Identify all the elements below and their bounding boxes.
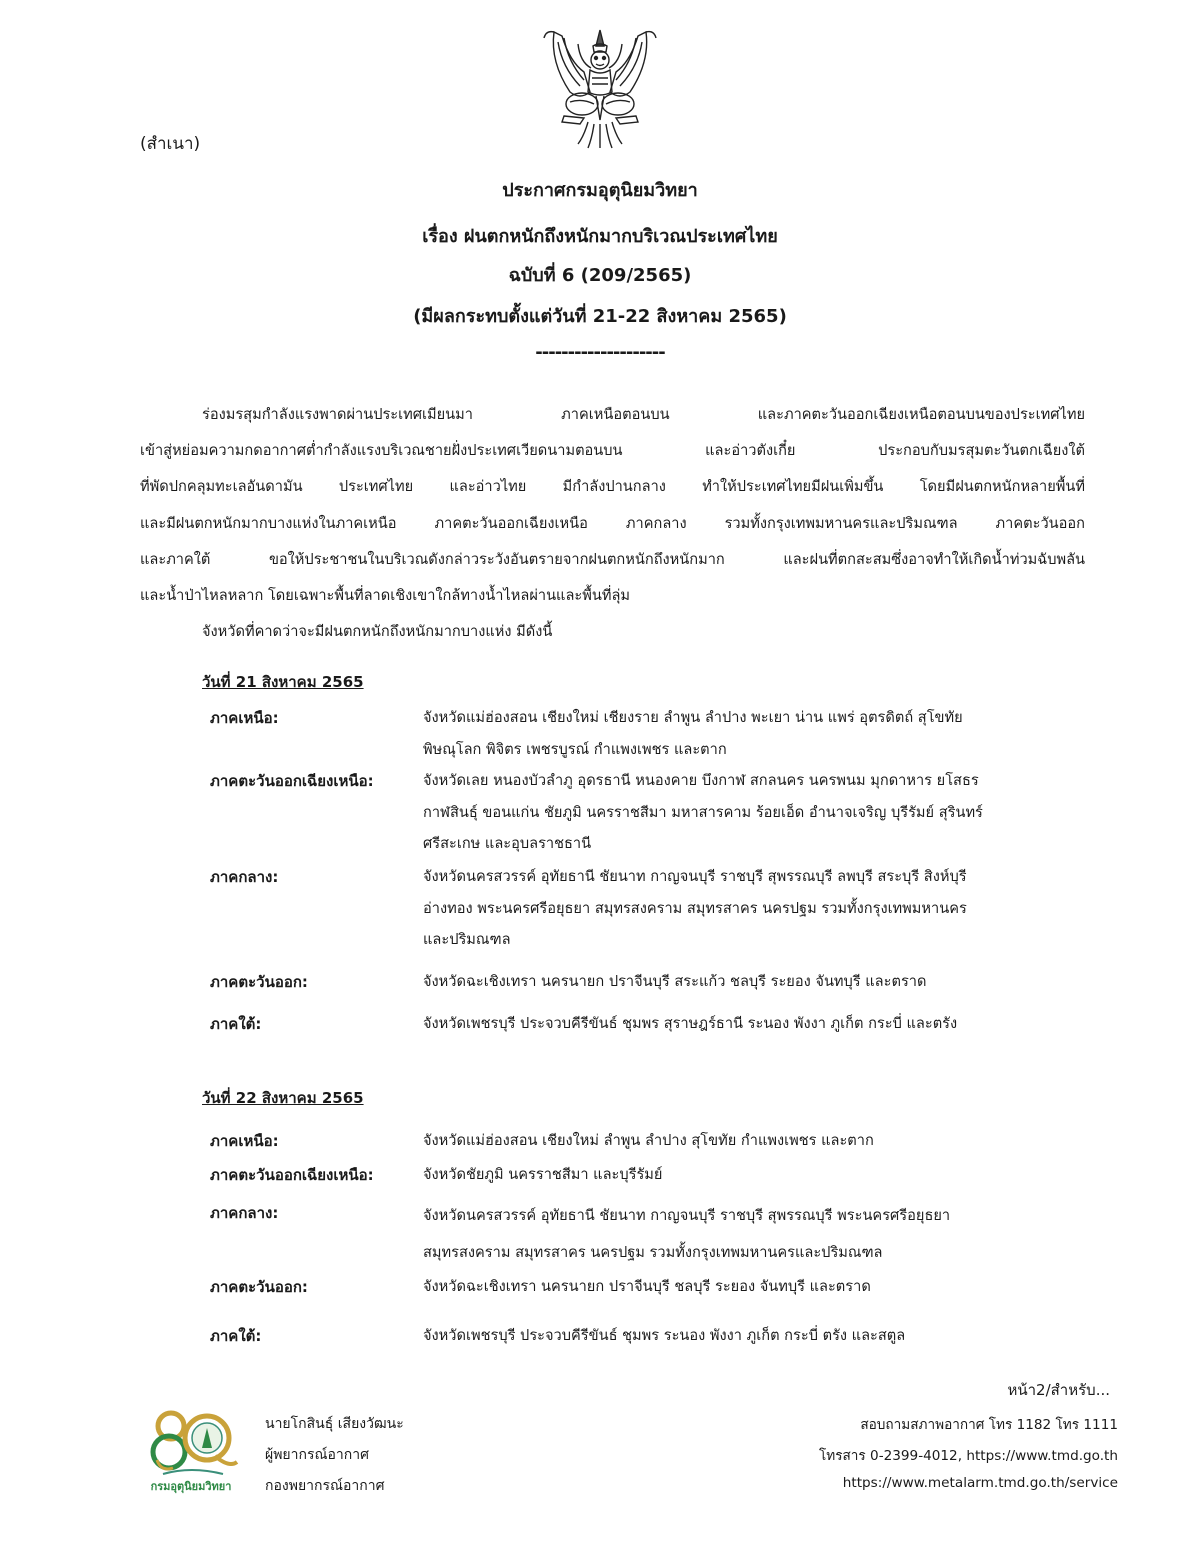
paragraph-line: และมีฝนตกหนักมากบางแห่งในภาคเหนือ ภาคตะวันออกเฉียงเหนือ ภาคกลาง รวมทั้งกรุงเทพมหานครและปริมณฑล ภาคตะวันออก [140,514,1085,532]
paragraph-line: และภาคใต้ ขอให้ประชาชนในบริเวณดังกล่าวระวังอันตรายจากฝนตกหนักถึงหนักมาก และฝนที่ตกสะสมซึ่งอาจทำให้เกิดน้ำท่วมฉับพลัน [140,550,1085,568]
provinces-intro: จังหวัดที่คาดว่าจะมีฝนตกหนักถึงหนักมากบางแห่ง มีดังนี้ [202,623,553,640]
region-label: ภาคตะวันออกเฉียงเหนือ: [210,772,374,790]
province-line: จังหวัดนครสวรรค์ อุทัยธานี ชัยนาท กาญจนบุรี ราชบุรี สุพรรณบุรี ลพบุรี สระบุรี สิงห์บุรี [423,868,967,885]
province-line: สมุทรสงคราม สมุทรสาคร นครปฐม รวมทั้งกรุงเทพมหานครและปริมณฑล [423,1244,883,1261]
date-heading: วันที่ 22 สิงหาคม 2565 [202,1089,364,1107]
region-provinces [423,1159,1083,1191]
contact-service-link[interactable]: https://www.metalarm.tmd.go.th/service [842,1475,1118,1491]
province-line: และปริมณฑล [423,931,511,948]
province-line: จังหวัดเลย หนองบัวลำภู อุดรธานี หนองคาย บึงกาฬ สกลนคร นครพนม มุกดาหาร ยโสธร [423,772,979,789]
region-provinces [423,702,1083,765]
issue-number: ฉบับที่ 6 (209/2565) [508,265,692,286]
province-line: จังหวัดชัยภูมิ นครราชสีมา และบุรีรัมย์ [423,1166,663,1183]
region-provinces [423,861,1083,956]
paragraph-line: ร่องมรสุมกำลังแรงพาดผ่านประเทศเมียนมา ภาคเหนือตอนบน และภาคตะวันออกเฉียงเหนือตอนบนของประเทศไทย [202,406,1085,423]
region-label: ภาคใต้: [210,1327,262,1345]
region-label: ภาคตะวันออก: [210,1278,308,1296]
region-provinces [423,1320,1083,1352]
signatory-division: กองพยากรณ์อากาศ [265,1478,385,1494]
region-label: ภาคตะวันออก: [210,973,308,991]
date-heading: วันที่ 21 สิงหาคม 2565 [202,673,364,691]
body-paragraph [140,397,1085,614]
province-line: จังหวัดฉะเชิงเทรา นครนายก ปราจีนบุรี ชลบุรี ระยอง จันทบุรี และตราด [423,1278,871,1295]
province-line: จังหวัดเพชรบุรี ประจวบคีรีขันธ์ ชุมพร สุราษฎร์ธานี ระนอง พังงา ภูเก็ต กระบี่ และตรัง [423,1015,958,1032]
document-title: ประกาศกรมอุตุนิยมวิทยา [502,180,698,201]
province-line: อ่างทอง พระนครศรีอยุธยา สมุทรสงคราม สมุทรสาคร นครปฐม รวมทั้งกรุงเทพมหานคร [423,899,967,917]
logo-org-name: กรมอุตุนิยมวิทยา [150,1480,232,1493]
region-provinces [423,765,1083,860]
document-subject: เรื่อง ฝนตกหนักถึงหนักมากบริเวณประเทศไทย [422,226,778,247]
province-line: จังหวัดแม่ฮ่องสอน เชียงใหม่ ลำพูน ลำปาง สุโขทัย กำแพงเพชร และตาก [423,1132,874,1149]
province-line: จังหวัดนครสวรรค์ อุทัยธานี ชัยนาท กาญจนบุรี ราชบุรี สุพรรณบุรี พระนครศรีอยุธยา [423,1207,951,1224]
region-label: ภาคเหนือ: [210,709,279,727]
region-label: ภาคใต้: [210,1015,262,1033]
region-provinces [423,1197,1083,1271]
signatory-name: นายโกสินธุ์ เสียงวัฒนะ [265,1416,404,1432]
contact-fax-website[interactable]: โทรสาร 0-2399-4012, https://www.tmd.go.th [818,1448,1118,1464]
region-provinces [423,1008,1083,1040]
signatory-position: ผู้พยากรณ์อากาศ [265,1447,369,1463]
garuda-icon [540,22,660,150]
region-label: ภาคตะวันออกเฉียงเหนือ: [210,1166,374,1184]
province-line: จังหวัดแม่ฮ่องสอน เชียงใหม่ เชียงราย ลำพูน ลำปาง พะเยา น่าน แพร่ อุตรดิตถ์ สุโขทัย [423,709,963,726]
title-separator: -------------------- [535,342,665,363]
region-label: ภาคกลาง: [210,1204,279,1222]
province-line: ศรีสะเกษ และอุบลราชธานี [423,835,592,852]
copy-label: (สำเนา) [140,134,201,154]
garuda-emblem [540,22,660,150]
region-provinces [423,1271,1083,1303]
region-provinces [423,966,1083,998]
province-line: จังหวัดเพชรบุรี ประจวบคีรีขันธ์ ชุมพร ระนอง พังงา ภูเก็ต กระบี่ ตรัง และสตูล [423,1327,906,1344]
paragraph-line: และน้ำป่าไหลหลาก โดยเฉพาะพื้นที่ลาดเชิงเขาใกล้ทางน้ำไหลผ่านและพื้นที่ลุ่ม [140,587,631,605]
province-line: พิษณุโลก พิจิตร เพชรบูรณ์ กำแพงเพชร และตาก [423,740,727,758]
province-line: กาฬสินธุ์ ขอนแก่น ชัยภูมิ นครราชสีมา มหาสารคาม ร้อยเอ็ด อำนาจเจริญ บุรีรัมย์ สุรินทร์ [423,803,983,821]
region-provinces [423,1125,1083,1157]
next-page-note: หน้า2/สำหรับ... [1007,1381,1110,1399]
paragraph-line: ที่พัดปกคลุมทะเลอันดามัน ประเทศไทย และอ่าวไทย มีกำลังปานกลาง ทำให้ประเทศไทยมีฝนเพิ่มขึ้น โดยมีฝนตกหนักหลายพื้นที่ [140,478,1085,496]
region-label: ภาคกลาง: [210,868,279,886]
region-label: ภาคเหนือ: [210,1132,279,1150]
effective-period: (มีผลกระทบตั้งแต่วันที่ 21-22 สิงหาคม 2565) [413,306,787,327]
contact-phone: สอบถามสภาพอากาศ โทร 1182 โทร 1111 [860,1417,1118,1433]
province-line: จังหวัดฉะเชิงเทรา นครนายก ปราจีนบุรี สระแก้ว ชลบุรี ระยอง จันทบุรี และตราด [423,973,927,990]
paragraph-line: เข้าสู่หย่อมความกดอากาศต่ำกำลังแรงบริเวณชายฝั่งประเทศเวียดนามตอนบน และอ่าวตังเกี๋ย ประกอบกับมรสุมตะวันตกเฉียงใต้ [140,442,1085,460]
